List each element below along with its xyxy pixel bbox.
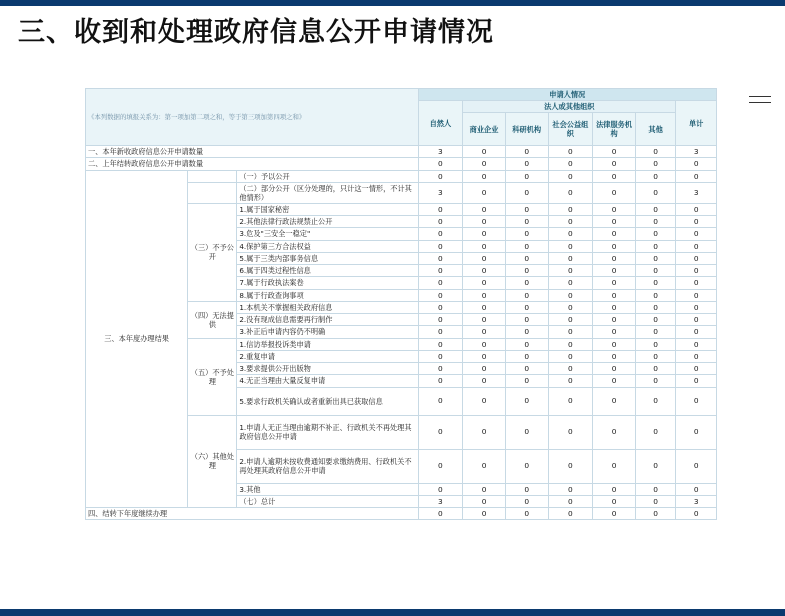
- cell-value: 3: [676, 495, 717, 507]
- cell-value: 0: [676, 326, 717, 338]
- cell-value: 0: [505, 240, 548, 252]
- cell-value: 0: [593, 277, 636, 289]
- cell-value: 0: [593, 338, 636, 350]
- row-label: 7.属于行政执法案卷: [237, 277, 418, 289]
- header-col-3: 社会公益组织: [548, 113, 593, 146]
- cell-value: 0: [548, 483, 593, 495]
- statistics-table-wrapper: [85, 88, 717, 520]
- top-accent-bar: [0, 0, 785, 6]
- cell-value: 0: [418, 449, 463, 483]
- cell-value: 0: [505, 483, 548, 495]
- cell-value: 0: [593, 314, 636, 326]
- cell-value: 0: [418, 314, 463, 326]
- cell-value: 0: [505, 387, 548, 415]
- row-label: 1.本机关不掌握相关政府信息: [237, 301, 418, 313]
- row-label: 一、本年新收政府信息公开申请数量: [86, 146, 419, 158]
- row-label: 3.要求提供公开出版物: [237, 363, 418, 375]
- table-row: [86, 146, 717, 158]
- cell-value: 0: [505, 350, 548, 362]
- cell-value: 0: [548, 170, 593, 182]
- cell-value: 3: [418, 146, 463, 158]
- cell-value: 0: [505, 508, 548, 520]
- cell-value: 0: [505, 216, 548, 228]
- cell-value: 0: [418, 240, 463, 252]
- row-label: （二）部分公开（区分处理的，只计这一情形，不计其他情形）: [237, 182, 418, 203]
- row-label: 四、结转下年度继续办理: [86, 508, 419, 520]
- header-legal-org-group: 法人或其他组织: [463, 101, 676, 113]
- bottom-accent-bar: [0, 609, 785, 616]
- cell-value: 0: [593, 326, 636, 338]
- cell-value: 0: [463, 170, 506, 182]
- cell-value: 0: [548, 495, 593, 507]
- cell-value: 0: [676, 252, 717, 264]
- cell-value: 0: [505, 203, 548, 215]
- row-label: 4.无正当理由大量反复申请: [237, 375, 418, 387]
- cell-value: 0: [593, 415, 636, 449]
- cell-value: 0: [505, 375, 548, 387]
- row-label: 3.补正后申请内容仍不明确: [237, 326, 418, 338]
- cell-value: 0: [635, 415, 676, 449]
- cell-value: 0: [593, 350, 636, 362]
- header-col-4: 法律服务机构: [593, 113, 636, 146]
- row-label: 3.危及"三安全一稳定": [237, 228, 418, 240]
- header-col-natural-person: 自然人: [418, 101, 463, 146]
- cell-value: 0: [463, 289, 506, 301]
- cell-value: 0: [505, 158, 548, 170]
- row-subgroup-label: （三）不予公开: [188, 203, 237, 301]
- cell-value: 0: [548, 363, 593, 375]
- cell-value: 0: [418, 216, 463, 228]
- cell-value: 0: [463, 326, 506, 338]
- table-header-row-1: [86, 89, 717, 101]
- cell-value: 0: [593, 228, 636, 240]
- row-label: 5.属于三类内部事务信息: [237, 252, 418, 264]
- cell-value: 0: [463, 252, 506, 264]
- cell-value: 0: [676, 415, 717, 449]
- cell-value: 0: [463, 415, 506, 449]
- cell-value: 0: [593, 508, 636, 520]
- cell-value: 0: [418, 228, 463, 240]
- cell-value: 0: [463, 182, 506, 203]
- cell-value: 0: [418, 387, 463, 415]
- cell-value: 0: [548, 314, 593, 326]
- table-row: [86, 508, 717, 520]
- cell-value: 0: [418, 252, 463, 264]
- cell-value: 0: [418, 350, 463, 362]
- cell-value: 0: [548, 158, 593, 170]
- cell-value: 0: [463, 158, 506, 170]
- cell-value: 0: [676, 240, 717, 252]
- row-label: （一）予以公开: [237, 170, 418, 182]
- cell-value: 0: [505, 289, 548, 301]
- cell-value: 0: [676, 158, 717, 170]
- cell-value: 0: [635, 289, 676, 301]
- cell-value: 0: [418, 158, 463, 170]
- table-row: [86, 158, 717, 170]
- cell-value: 0: [463, 363, 506, 375]
- cell-value: 0: [593, 252, 636, 264]
- cell-value: 0: [635, 387, 676, 415]
- cell-value: 0: [418, 483, 463, 495]
- cell-value: 0: [418, 415, 463, 449]
- cell-value: 0: [676, 350, 717, 362]
- cell-value: 0: [505, 415, 548, 449]
- cell-value: 0: [418, 363, 463, 375]
- cell-value: 0: [635, 314, 676, 326]
- row-label: 4.保护第三方合法权益: [237, 240, 418, 252]
- cell-value: 0: [593, 375, 636, 387]
- cell-value: 3: [676, 146, 717, 158]
- cell-value: 0: [418, 277, 463, 289]
- cell-value: 0: [548, 228, 593, 240]
- cell-value: 0: [418, 508, 463, 520]
- cell-value: 0: [505, 265, 548, 277]
- cell-value: 0: [548, 265, 593, 277]
- cell-value: 0: [463, 350, 506, 362]
- header-col-total: 单计: [676, 101, 717, 146]
- page-title: 三、收到和处理政府信息公开申请情况: [18, 17, 494, 48]
- cell-value: 0: [548, 350, 593, 362]
- cell-value: 0: [505, 314, 548, 326]
- cell-value: 0: [635, 338, 676, 350]
- cell-value: 0: [676, 265, 717, 277]
- row-label: 1.信访举报投诉类申请: [237, 338, 418, 350]
- menu-icon[interactable]: [749, 96, 771, 108]
- row-label: 二、上年结转政府信息公开申请数量: [86, 158, 419, 170]
- cell-value: 0: [463, 228, 506, 240]
- row-group-section3: 三、本年度办理结果: [86, 170, 188, 508]
- cell-value: 0: [593, 170, 636, 182]
- cell-value: 0: [548, 301, 593, 313]
- cell-value: 0: [505, 495, 548, 507]
- cell-value: 0: [635, 495, 676, 507]
- cell-value: 0: [463, 265, 506, 277]
- cell-value: 0: [676, 216, 717, 228]
- cell-value: 0: [548, 375, 593, 387]
- government-info-request-table: [85, 88, 717, 520]
- cell-value: 0: [676, 228, 717, 240]
- cell-value: 0: [635, 240, 676, 252]
- cell-value: 0: [676, 314, 717, 326]
- cell-value: 0: [635, 375, 676, 387]
- cell-value: 0: [635, 158, 676, 170]
- row-label: 6.属于四类过程性信息: [237, 265, 418, 277]
- cell-value: 0: [548, 216, 593, 228]
- cell-value: 0: [676, 363, 717, 375]
- row-subgroup-label: （四）无法提供: [188, 301, 237, 338]
- cell-value: 0: [635, 483, 676, 495]
- table-note: 《本列数据的填报关系为：第一项加第二项之和，等于第三项加第四项之和》: [86, 89, 419, 146]
- cell-value: 0: [635, 170, 676, 182]
- cell-value: 0: [548, 449, 593, 483]
- row-subgroup-label: [188, 170, 237, 182]
- cell-value: 0: [548, 326, 593, 338]
- cell-value: 0: [463, 495, 506, 507]
- cell-value: 0: [593, 182, 636, 203]
- cell-value: 0: [463, 449, 506, 483]
- cell-value: 0: [463, 483, 506, 495]
- cell-value: 0: [463, 387, 506, 415]
- cell-value: 0: [676, 170, 717, 182]
- row-label: 2.没有现成信息需要再行制作: [237, 314, 418, 326]
- cell-value: 0: [418, 289, 463, 301]
- header-col-2: 科研机构: [505, 113, 548, 146]
- cell-value: 0: [593, 449, 636, 483]
- row-subgroup-label: [188, 182, 237, 203]
- table-row: [86, 170, 717, 182]
- row-label: 1.申请人无正当理由逾期不补正、行政机关不再处理其政府信息公开申请: [237, 415, 418, 449]
- cell-value: 0: [505, 228, 548, 240]
- cell-value: 0: [418, 301, 463, 313]
- cell-value: 0: [463, 240, 506, 252]
- cell-value: 0: [676, 449, 717, 483]
- cell-value: 3: [418, 182, 463, 203]
- cell-value: 0: [505, 363, 548, 375]
- cell-value: 0: [548, 387, 593, 415]
- cell-value: 0: [635, 228, 676, 240]
- header-col-1: 商业企业: [463, 113, 506, 146]
- cell-value: 3: [676, 182, 717, 203]
- cell-value: 0: [593, 203, 636, 215]
- menu-icon-line: [749, 102, 771, 103]
- cell-value: 0: [505, 252, 548, 264]
- cell-value: 0: [593, 301, 636, 313]
- cell-value: 0: [676, 483, 717, 495]
- cell-value: 0: [676, 203, 717, 215]
- cell-value: 0: [418, 170, 463, 182]
- cell-value: 0: [635, 203, 676, 215]
- cell-value: 0: [635, 350, 676, 362]
- cell-value: 0: [635, 252, 676, 264]
- row-subgroup-label: （五）不予处理: [188, 338, 237, 415]
- cell-value: 0: [463, 508, 506, 520]
- cell-value: 0: [635, 277, 676, 289]
- row-label: 1.属于国家秘密: [237, 203, 418, 215]
- cell-value: 0: [635, 363, 676, 375]
- cell-value: 0: [635, 326, 676, 338]
- cell-value: 0: [676, 289, 717, 301]
- cell-value: 0: [593, 363, 636, 375]
- cell-value: 0: [593, 265, 636, 277]
- cell-value: 0: [635, 301, 676, 313]
- cell-value: 0: [548, 203, 593, 215]
- cell-value: 0: [418, 326, 463, 338]
- cell-value: 0: [505, 146, 548, 158]
- cell-value: 0: [548, 182, 593, 203]
- cell-value: 0: [593, 216, 636, 228]
- row-label: 2.重复申请: [237, 350, 418, 362]
- cell-value: 0: [505, 326, 548, 338]
- cell-value: 0: [418, 338, 463, 350]
- cell-value: 0: [548, 146, 593, 158]
- row-label: 2.其他法律行政法规禁止公开: [237, 216, 418, 228]
- cell-value: 0: [635, 216, 676, 228]
- cell-value: 0: [676, 277, 717, 289]
- row-label: 2.申请人逾期未按收费通知要求缴纳费用、行政机关不再处理其政府信息公开申请: [237, 449, 418, 483]
- cell-value: 0: [593, 146, 636, 158]
- cell-value: 0: [635, 508, 676, 520]
- cell-value: 0: [463, 277, 506, 289]
- cell-value: 0: [418, 203, 463, 215]
- cell-value: 0: [505, 449, 548, 483]
- cell-value: 0: [463, 375, 506, 387]
- cell-value: 0: [593, 387, 636, 415]
- row-label: （七）总计: [237, 495, 418, 507]
- cell-value: 0: [548, 415, 593, 449]
- cell-value: 0: [463, 216, 506, 228]
- cell-value: 0: [593, 483, 636, 495]
- cell-value: 0: [593, 289, 636, 301]
- menu-icon-line: [749, 96, 771, 97]
- cell-value: 0: [463, 203, 506, 215]
- cell-value: 0: [676, 508, 717, 520]
- cell-value: 0: [635, 265, 676, 277]
- cell-value: 0: [505, 301, 548, 313]
- cell-value: 0: [593, 158, 636, 170]
- row-label: 3.其他: [237, 483, 418, 495]
- cell-value: 0: [505, 170, 548, 182]
- cell-value: 0: [548, 338, 593, 350]
- cell-value: 0: [463, 314, 506, 326]
- row-label: 5.要求行政机关确认或者重新出具已获取信息: [237, 387, 418, 415]
- cell-value: 0: [635, 146, 676, 158]
- cell-value: 0: [593, 495, 636, 507]
- cell-value: 0: [593, 240, 636, 252]
- cell-value: 0: [676, 338, 717, 350]
- cell-value: 0: [676, 301, 717, 313]
- header-col-5: 其他: [635, 113, 676, 146]
- cell-value: 0: [505, 338, 548, 350]
- cell-value: 0: [676, 375, 717, 387]
- cell-value: 0: [463, 301, 506, 313]
- cell-value: 0: [548, 240, 593, 252]
- row-subgroup-label: （六）其他处理: [188, 415, 237, 508]
- cell-value: 0: [463, 146, 506, 158]
- cell-value: 0: [635, 449, 676, 483]
- header-applicant-group: 申请人情况: [418, 89, 717, 101]
- cell-value: 0: [505, 277, 548, 289]
- cell-value: 0: [548, 508, 593, 520]
- cell-value: 0: [505, 182, 548, 203]
- cell-value: 0: [676, 387, 717, 415]
- cell-value: 0: [418, 265, 463, 277]
- cell-value: 0: [635, 182, 676, 203]
- cell-value: 0: [548, 252, 593, 264]
- cell-value: 0: [463, 338, 506, 350]
- cell-value: 0: [418, 375, 463, 387]
- cell-value: 3: [418, 495, 463, 507]
- cell-value: 0: [548, 289, 593, 301]
- cell-value: 0: [548, 277, 593, 289]
- row-label: 8.属于行政查询事项: [237, 289, 418, 301]
